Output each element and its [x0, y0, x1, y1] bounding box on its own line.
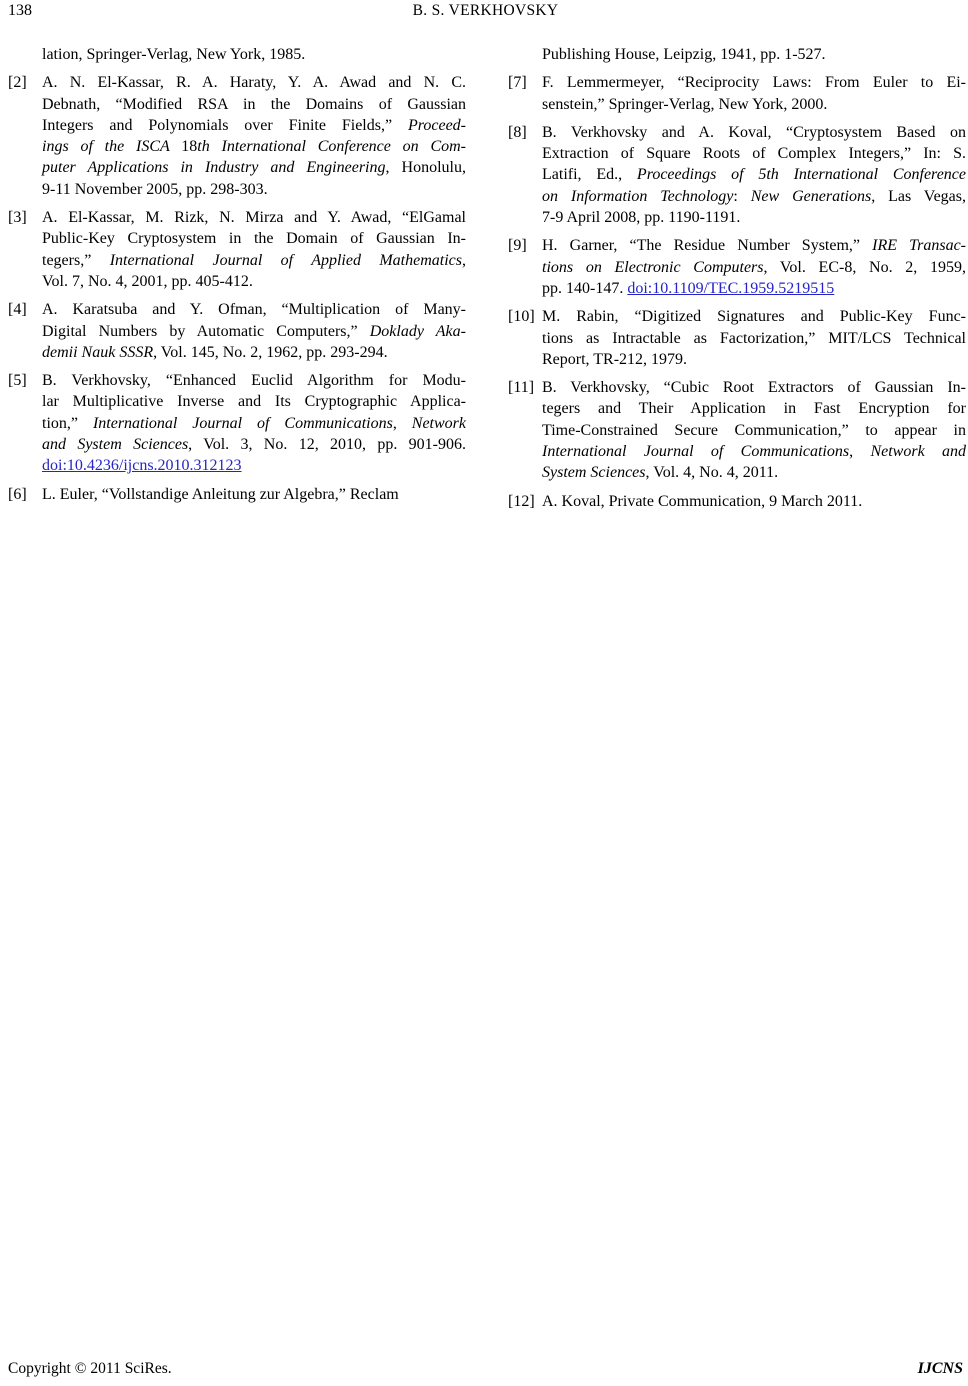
reference-line	[42, 250, 466, 271]
reference-label: [9]	[508, 237, 527, 255]
reference-line	[42, 321, 466, 342]
reference-item	[8, 484, 466, 505]
text-segment: B. Verkhovsky and A. Koval, “Cryptosystem Based on	[542, 123, 966, 141]
reference-label: [5]	[8, 372, 27, 390]
text-segment: Vol. 7, No. 4, 2001, pp. 405-412.	[42, 272, 253, 290]
italic-text-segment: and System Sciences	[42, 436, 189, 454]
italic-text-segment: International Journal of Applied Mathematics	[109, 251, 462, 269]
text-segment: :	[733, 187, 751, 205]
page-footer	[8, 1360, 963, 1378]
text-segment: Latifi, Ed.,	[542, 166, 637, 184]
text-segment: Debnath, “Modified RSA in the Domains of Gaussian	[42, 95, 466, 113]
reference-line	[42, 271, 466, 292]
reference-line	[542, 257, 966, 278]
reference-item	[508, 377, 966, 483]
reference-line	[42, 228, 466, 249]
reference-line	[542, 377, 966, 398]
page-header	[8, 2, 963, 22]
reference-text	[542, 491, 966, 512]
reference-line	[542, 235, 966, 256]
reference-text	[42, 44, 466, 65]
reference-line	[542, 94, 966, 115]
text-segment: , Vol. 4, No. 4, 2011.	[645, 464, 779, 482]
text-segment: F. Lemmermeyer, “Reciprocity Laws: From Euler to Ei-	[542, 74, 966, 92]
italic-text-segment: Network	[411, 414, 466, 432]
italic-text-segment: Proceedings of 5th International Conference	[636, 166, 966, 184]
italic-text-segment: IRE Transac-	[872, 237, 967, 255]
references-left-column	[8, 44, 466, 519]
reference-line	[542, 441, 966, 462]
text-segment: senstein,” Springer-Verlag, New York, 2000.	[542, 95, 828, 113]
italic-text-segment: puter Applications in Industry and Engineering	[42, 159, 386, 177]
references-right-column	[508, 44, 966, 519]
reference-label	[8, 44, 42, 65]
reference-line	[42, 157, 466, 178]
italic-text-segment: International Journal of Communications	[542, 443, 850, 461]
text-segment: Extraction of Square Roots of Complex Integers,” In: S.	[542, 145, 966, 163]
doi-link[interactable]: doi:10.4236/ijcns.2010.312123	[42, 457, 242, 475]
reference-line	[42, 342, 466, 363]
text-segment: ,	[462, 251, 466, 269]
reference-line	[42, 179, 466, 200]
reference-label: [11]	[508, 379, 535, 397]
reference-item	[508, 491, 966, 512]
reference-text	[542, 44, 966, 65]
text-segment: Integers and Polynomials over Finite Fields,”	[42, 116, 408, 134]
text-segment: A. El-Kassar, M. Rizk, N. Mirza and Y. Awad, “ElGamal	[42, 209, 466, 227]
italic-text-segment: System Sciences	[542, 464, 646, 482]
text-segment: B. Verkhovsky, “Enhanced Euclid Algorithm for Modu-	[42, 372, 466, 390]
italic-text-segment: Network and	[870, 443, 967, 461]
reference-text	[42, 484, 466, 505]
reference-label	[508, 44, 542, 65]
reference-line	[542, 420, 966, 441]
reference-text	[42, 72, 466, 200]
reference-line	[42, 370, 466, 391]
reference-item	[508, 306, 966, 370]
reference-text	[542, 235, 966, 299]
text-segment: lation, Springer-Verlag, New York, 1985.	[42, 46, 306, 63]
text-segment: A. Karatsuba and Y. Ofman, “Multiplication of Many-	[42, 301, 466, 319]
reference-text	[542, 377, 966, 483]
reference-item	[508, 72, 966, 115]
text-segment: H. Garner, “The Residue Number System,”	[542, 237, 873, 255]
reference-item	[8, 370, 466, 476]
reference-line	[42, 136, 466, 157]
reference-line	[42, 391, 466, 412]
reference-label: [7]	[508, 74, 527, 92]
reference-line	[42, 455, 466, 476]
reference-item	[508, 122, 966, 228]
reference-line	[542, 207, 966, 228]
doi-link[interactable]: doi:10.1109/TEC.1959.5219515	[627, 279, 835, 297]
reference-text	[42, 299, 466, 363]
italic-text-segment: Doklady Aka-	[369, 322, 466, 340]
reference-line	[42, 94, 466, 115]
text-segment: Time-Constrained Secure Communication,” to appear in	[542, 421, 966, 439]
italic-text-segment: on Information Technology	[542, 187, 734, 205]
reference-line	[542, 164, 966, 185]
reference-line	[42, 207, 466, 228]
italic-text-segment: New Generations	[750, 187, 872, 205]
text-segment: Report, TR-212, 1979.	[542, 350, 688, 368]
reference-text	[542, 122, 966, 228]
italic-text-segment: tions on Electronic Computers	[542, 258, 764, 276]
copyright-notice: Copyright © 2011 SciRes.	[8, 1360, 172, 1377]
reference-line	[542, 44, 966, 65]
running-head: B. S. VERKHOVSKY	[412, 2, 559, 19]
text-segment: , Vol. EC-8, No. 2, 1959,	[763, 258, 966, 276]
reference-line	[542, 398, 966, 419]
reference-line	[42, 115, 466, 136]
reference-item	[8, 72, 466, 200]
reference-line	[542, 462, 966, 483]
text-segment: B. Verkhovsky, “Cubic Root Extractors of Gaussian In-	[542, 379, 966, 397]
text-segment: 18	[181, 138, 198, 156]
reference-label: [4]	[8, 301, 27, 319]
text-segment: , Honolulu,	[385, 159, 466, 177]
text-segment: , Vol. 145, No. 2, 1962, pp. 293-294.	[153, 343, 388, 361]
italic-text-segment: International Journal of Communications	[92, 414, 393, 432]
reference-line	[542, 122, 966, 143]
page-number: 138	[8, 2, 32, 19]
reference-label: [3]	[8, 209, 27, 227]
reference-text	[542, 306, 966, 370]
reference-item	[8, 299, 466, 363]
reference-item	[8, 207, 466, 292]
text-segment: , Las Vegas,	[871, 187, 966, 205]
text-segment: ,	[392, 414, 412, 432]
reference-label: [2]	[8, 74, 27, 92]
text-segment: tions as Intractable as Factorization,” MIT/LCS Technical	[542, 329, 966, 347]
reference-line	[42, 413, 466, 434]
reference-label: [6]	[8, 485, 27, 503]
text-segment: L. Euler, “Vollstandige Anleitung zur Algebra,” Reclam	[42, 485, 399, 503]
reference-line	[42, 72, 466, 93]
reference-line	[542, 143, 966, 164]
references-section	[8, 44, 966, 519]
italic-text-segment: Proceed-	[407, 116, 466, 134]
reference-line	[42, 434, 466, 455]
reference-label: [8]	[508, 123, 527, 141]
reference-line	[42, 44, 466, 65]
italic-text-segment: demii Nauk SSSR	[42, 343, 154, 361]
italic-text-segment: th International Conference on Com-	[197, 138, 466, 156]
text-segment: lar Multiplicative Inverse and Its Cryptographic Applica-	[42, 393, 466, 411]
reference-item	[508, 235, 966, 299]
text-segment: ,	[849, 443, 871, 461]
reference-label: [10]	[508, 308, 535, 326]
italic-text-segment: ings of the ISCA	[42, 138, 182, 156]
text-segment: pp. 140-147.	[542, 279, 628, 297]
reference-item	[8, 44, 466, 65]
text-segment: tegers and Their Application in Fast Encryption for	[542, 400, 966, 418]
reference-item	[508, 44, 966, 65]
text-segment: A. Koval, Private Communication, 9 March 2011.	[542, 492, 863, 510]
text-segment: A. N. El-Kassar, R. A. Haraty, Y. A. Awad and N. C.	[42, 74, 466, 92]
reference-line	[542, 328, 966, 349]
reference-line	[542, 72, 966, 93]
reference-line	[42, 484, 466, 505]
text-segment: Public-Key Cryptosystem in the Domain of Gaussian In-	[42, 230, 466, 248]
reference-line	[542, 491, 966, 512]
reference-label: [12]	[508, 492, 535, 510]
reference-text	[42, 207, 466, 292]
reference-text	[542, 72, 966, 115]
reference-line	[542, 278, 966, 299]
text-segment: 9-11 November 2005, pp. 298-303.	[42, 180, 268, 198]
reference-line	[542, 306, 966, 327]
journal-abbreviation: IJCNS	[917, 1360, 963, 1377]
text-segment: Digital Numbers by Automatic Computers,”	[42, 322, 370, 340]
reference-text	[42, 370, 466, 476]
text-segment: , Vol. 3, No. 12, 2010, pp. 901-906.	[188, 436, 466, 454]
text-segment: M. Rabin, “Digitized Signatures and Public-Key Func-	[542, 308, 966, 326]
text-segment: Publishing House, Leipzig, 1941, pp. 1-527.	[542, 46, 826, 63]
reference-line	[542, 186, 966, 207]
text-segment: tion,”	[42, 414, 93, 432]
reference-line	[42, 299, 466, 320]
text-segment: tegers,”	[42, 251, 110, 269]
text-segment: 7-9 April 2008, pp. 1190-1191.	[542, 209, 741, 227]
reference-line	[542, 349, 966, 370]
